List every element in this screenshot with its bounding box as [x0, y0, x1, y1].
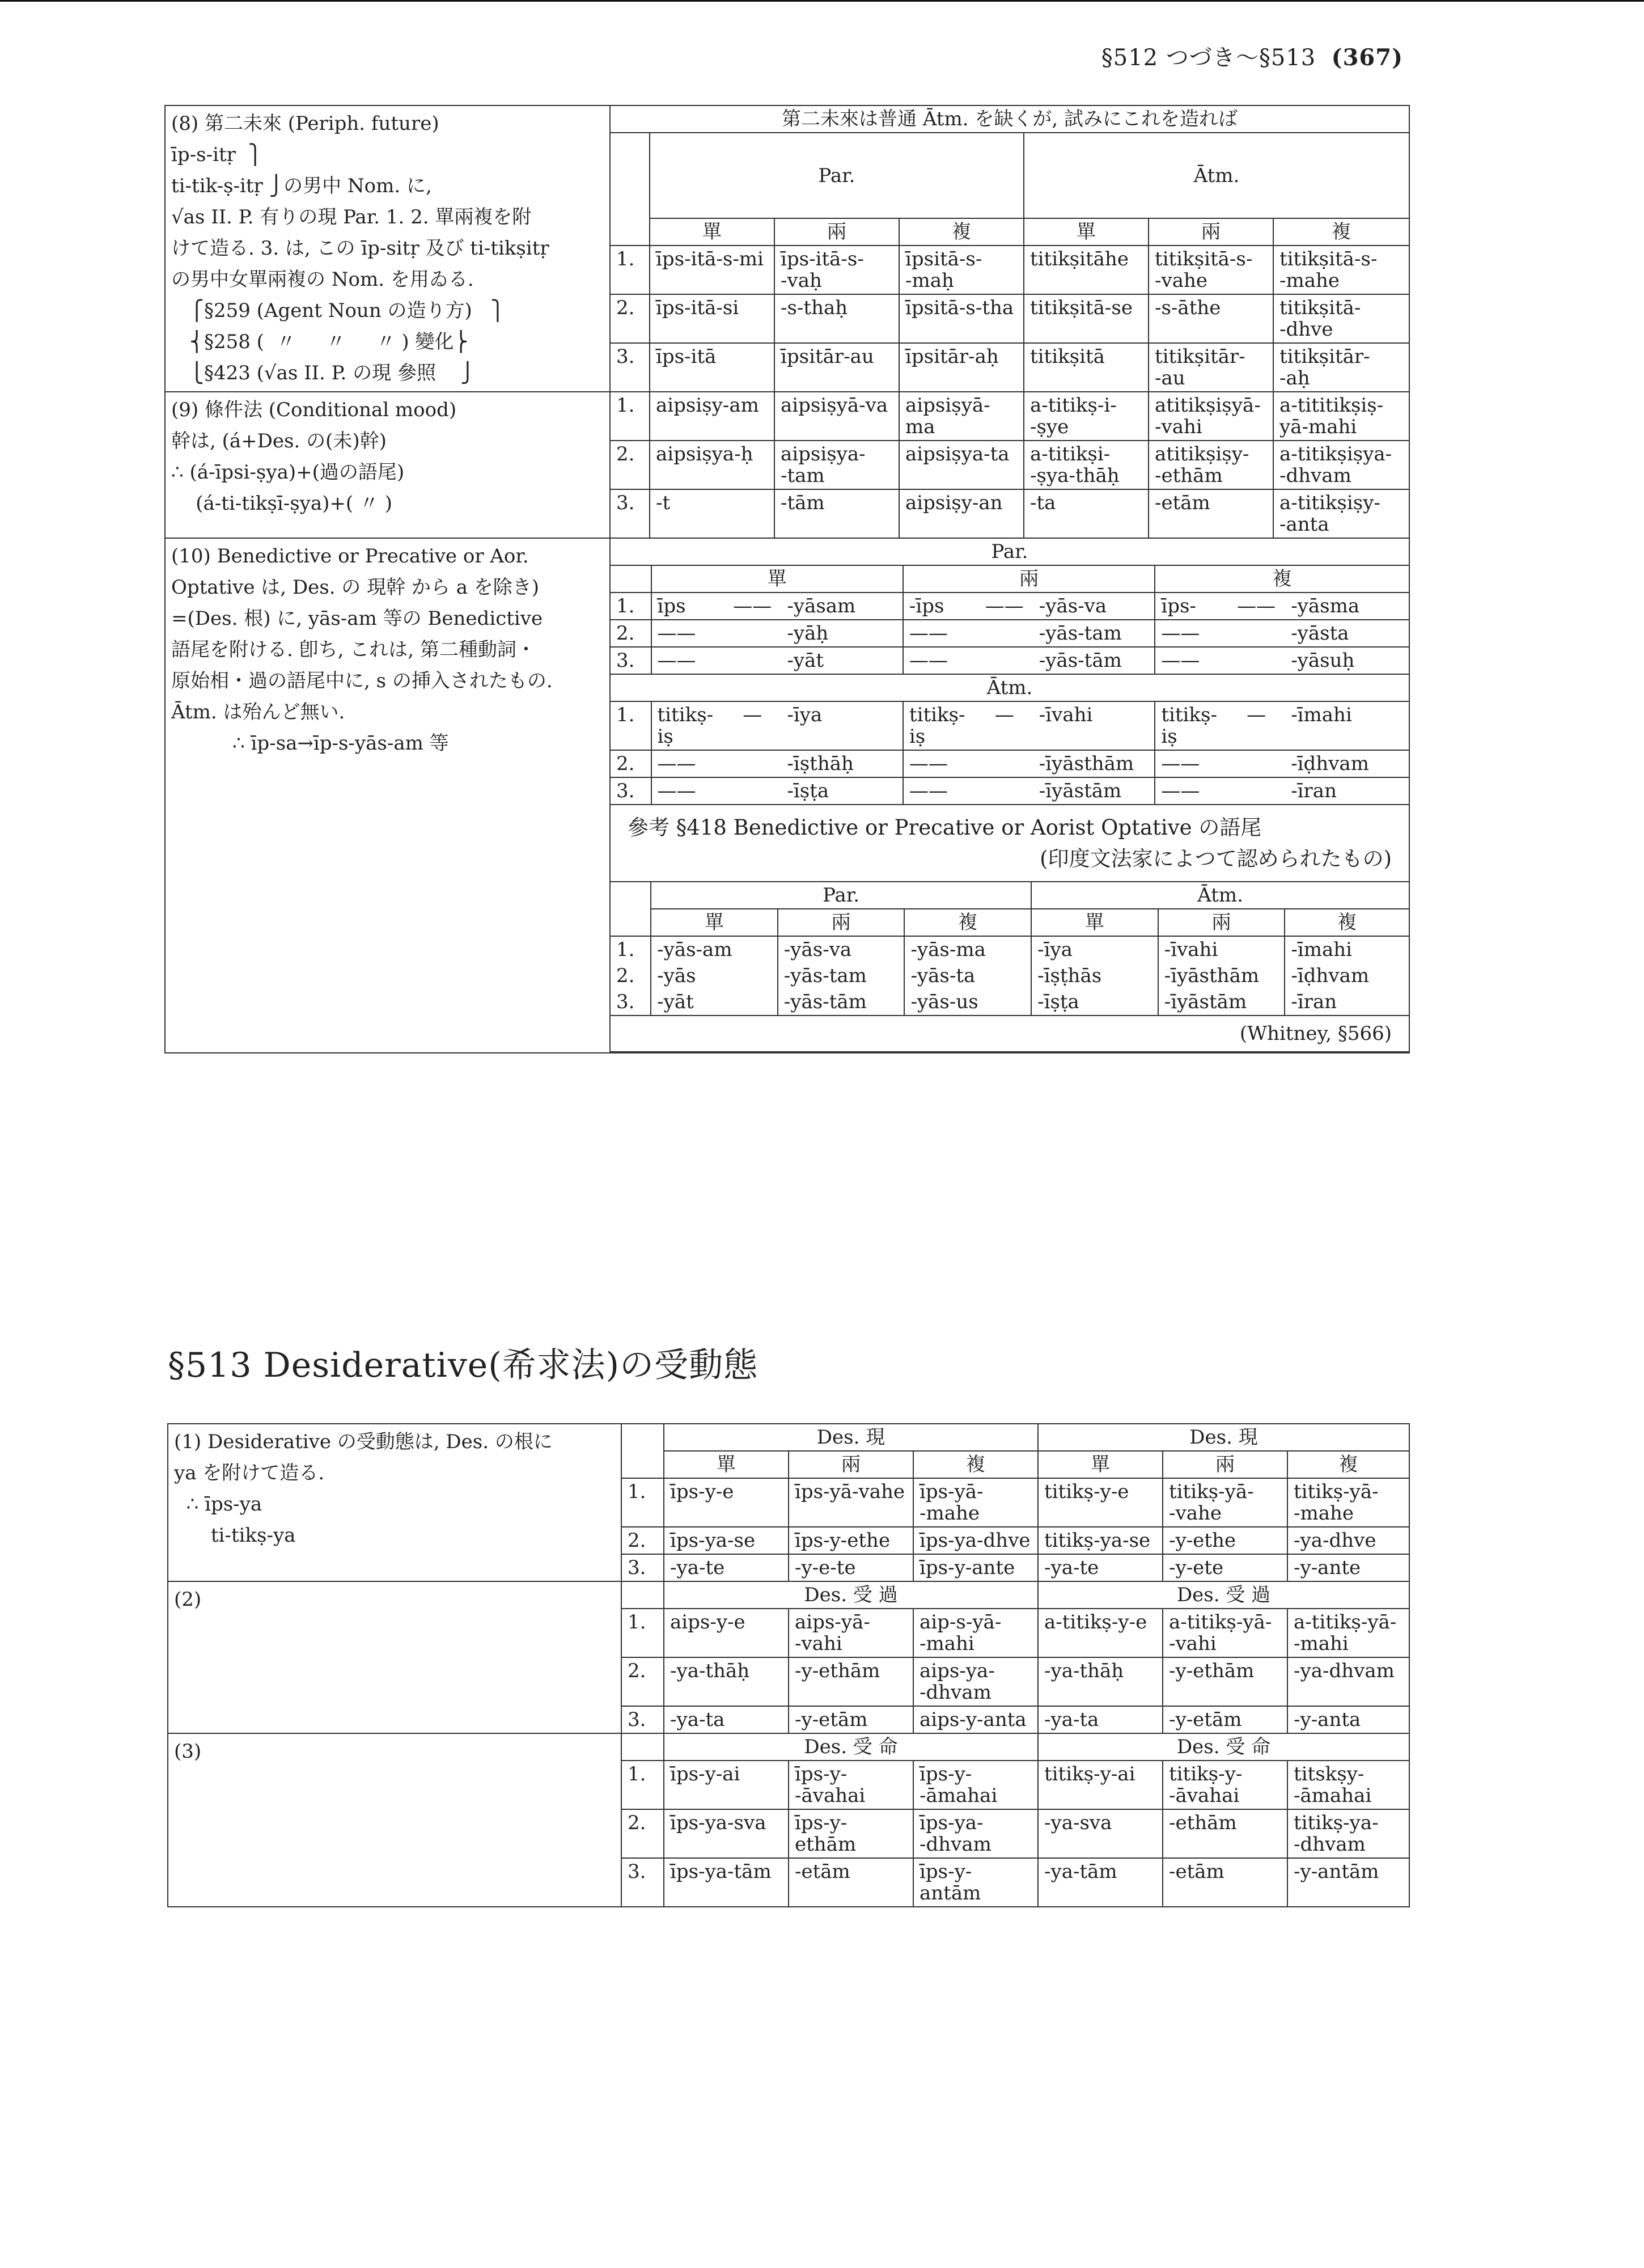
form-cell: īps-y-ethām: [789, 1809, 913, 1858]
form-cell: -ya-ta: [664, 1706, 789, 1733]
block-header: Des. 受 命: [664, 1733, 1038, 1761]
number-header: 兩: [1149, 218, 1273, 246]
table-row: [611, 805, 1409, 882]
table-row: [611, 882, 1409, 909]
form-cell: īps-ya-se: [664, 1527, 789, 1554]
form-cell: īps: [651, 593, 724, 620]
form-cell: -īvahi: [1033, 701, 1155, 750]
person-number: 2.: [611, 620, 651, 647]
form-cell: īps-yā- -mahe: [913, 1478, 1038, 1527]
number-header: 複: [899, 218, 1024, 246]
form-cell: -y-etām: [789, 1706, 913, 1733]
form-cell: -īyāstām: [1158, 989, 1285, 1015]
form-cell: titikṣitāhe: [1024, 246, 1149, 294]
person-number: 1.: [611, 936, 651, 963]
form-cell: aips-y-e: [664, 1609, 789, 1657]
dash-cell: [1227, 750, 1285, 777]
number-header: 複: [904, 909, 1031, 936]
form-cell: a-tititikṣiṣ- yā-mahi: [1273, 392, 1409, 441]
table-row: [611, 989, 1409, 1015]
form-cell: -yāsta: [1285, 620, 1409, 647]
dash-cell: —: [723, 701, 781, 750]
blank-cell: [621, 1733, 664, 1761]
form-cell: a-titikṣ-yā- -vahi: [1163, 1609, 1287, 1657]
form-cell: -yās-am: [651, 936, 778, 963]
block-header: Des. 受 過: [1038, 1581, 1409, 1609]
person-number: 3.: [610, 489, 650, 538]
dash-cell: [976, 750, 1033, 777]
form-cell: -y-ethām: [1163, 1657, 1287, 1706]
blank-cell: [611, 882, 651, 936]
section-8-banner: 第二未來は普通 Ātm. を缺くが, 試みにこれを造れば: [610, 105, 1409, 133]
number-header: 單: [1024, 218, 1149, 246]
section-8-description: (8) 第二未來 (Periph. future) īp-s-itṛ ⎫ ti-tik-ṣ-itṛ ⎭の男中 Nom. に, √as II. P. 有りの現 Par. 1. 2. 單兩複を附 けて造る. 3. は, この īp-sitṛ 及び ti-tikṣitṛ の男中女單兩複の Nom. を用ゐる. ⎧§259 (Agent Noun の造り方) ⎫ ⎨§258 ( 〃 〃 〃 ) 變化⎬ ⎩§423 (√as II. P. の現 參照 ⎭: [165, 105, 610, 392]
form-cell: -īyāsthām: [1033, 750, 1155, 777]
table-row: [611, 539, 1409, 565]
table-row: [168, 1581, 1409, 1609]
form-cell: atitikṣiṣy- -ethām: [1149, 441, 1273, 489]
form-cell: titikṣitā-s- -vahe: [1149, 246, 1273, 294]
blank-cell: [621, 1424, 664, 1478]
form-cell: a-titikṣ-y-e: [1038, 1609, 1163, 1657]
blank-cell: [621, 1581, 664, 1609]
table-row: [611, 936, 1409, 963]
number-header: 兩: [1158, 909, 1285, 936]
dash-cell: [1227, 620, 1285, 647]
person-number: 2.: [621, 1657, 664, 1706]
block-header: Des. 受 過: [664, 1581, 1038, 1609]
section-10-tables: [610, 538, 1409, 1053]
form-cell: īpsitār-au: [774, 343, 899, 392]
table-row: [611, 909, 1409, 936]
form-cell: ——: [903, 647, 976, 674]
form-cell: īps-y-ai: [664, 1761, 789, 1809]
form-cell: īps-itā-s- -vaḥ: [774, 246, 899, 294]
form-cell: -y-ete: [1163, 1554, 1287, 1581]
dash-cell: [976, 647, 1033, 674]
form-cell: -y-anta: [1287, 1706, 1409, 1733]
atm-header: Ātm.: [1031, 882, 1409, 909]
form-cell: -yāsma: [1285, 593, 1409, 620]
form-cell: -t: [650, 489, 774, 538]
reference-line-2: (印度文法家によつて認められたもの): [1040, 847, 1392, 871]
table-row: [168, 1424, 1409, 1451]
conjugation-grid-512: [164, 105, 1410, 1053]
form-cell: -ta: [1024, 489, 1149, 538]
number-header: 單: [650, 218, 774, 246]
number-header: 複: [913, 1451, 1038, 1478]
voice-atm-header: Ātm.: [1024, 133, 1409, 218]
form-cell: a-titikṣiṣya- -dhvam: [1273, 441, 1409, 489]
form-cell: -yāsam: [781, 593, 903, 620]
form-cell: ——: [1155, 750, 1227, 777]
person-number: 3.: [611, 647, 651, 674]
person-number: 2.: [621, 1809, 664, 1858]
form-cell: ——: [651, 750, 724, 777]
person-number: 1.: [610, 246, 650, 294]
form-cell: a-titikṣi- -ṣya-thāḥ: [1024, 441, 1149, 489]
table-row: [611, 963, 1409, 989]
form-cell: -y-ante: [1287, 1554, 1409, 1581]
form-cell: titikṣ-y- -āvahai: [1163, 1761, 1287, 1809]
number-header: 兩: [778, 909, 905, 936]
form-cell: -y-etām: [1163, 1706, 1287, 1733]
form-cell: īps-y- -āvahai: [789, 1761, 913, 1809]
number-header: 單: [664, 1451, 789, 1478]
section-513-title: §513 Desiderative(希求法)の受動態: [168, 1345, 759, 1385]
form-cell: īps-ya- -dhvam: [913, 1809, 1038, 1858]
form-cell: -īran: [1285, 989, 1409, 1015]
form-cell: īps-y-ante: [913, 1554, 1038, 1581]
form-cell: ——: [1155, 647, 1227, 674]
form-cell: ——: [651, 647, 724, 674]
form-cell: -yās-tām: [778, 989, 905, 1015]
person-number: 3.: [611, 989, 651, 1015]
form-cell: titikṣ-ya-se: [1038, 1527, 1163, 1554]
form-cell: a-titikṣiṣy- -anta: [1273, 489, 1409, 538]
form-cell: -yās-ma: [904, 936, 1031, 963]
form-cell: -yās-us: [904, 989, 1031, 1015]
person-number: 3.: [611, 777, 651, 805]
form-cell: -yāsuḥ: [1285, 647, 1409, 674]
form-cell: aips-yā- -vahi: [789, 1609, 913, 1657]
person-number: 2.: [610, 294, 650, 343]
form-cell: a-titikṣ-yā- -mahi: [1287, 1609, 1409, 1657]
form-cell: ——: [903, 620, 976, 647]
number-header: 單: [1038, 1451, 1163, 1478]
form-cell: a-titikṣ-i- -ṣye: [1024, 392, 1149, 441]
dash-cell: [976, 777, 1033, 805]
dash-cell: ——: [723, 593, 781, 620]
form-cell: -y-e-te: [789, 1554, 913, 1581]
form-cell: -ya-tām: [1038, 1858, 1163, 1907]
table-row: [611, 565, 1409, 593]
table-row: [611, 674, 1409, 701]
form-cell: titikṣ-yā- -vahe: [1163, 1478, 1287, 1527]
blank-cell: [611, 565, 651, 593]
section-10-description: (10) Benedictive or Precative or Aor. Optative は, Des. の 現幹 から a を除き) =(Des. 根) に, yās-am 等の Benedictive 語尾を附ける. 卽ち, これは, 第二種動詞・ 原始相・過の語尾中に, s の挿入されたもの. Ātm. は殆んど無い. ∴ īp-sa→īp-s-yās-am 等: [165, 538, 610, 1053]
form-cell: -etām: [1149, 489, 1273, 538]
dash-cell: [1227, 647, 1285, 674]
form-cell: -yāt: [651, 989, 778, 1015]
conjugation-grid-513: [167, 1423, 1410, 1907]
form-cell: īps-y- -āmahai: [913, 1761, 1038, 1809]
number-header: 單: [651, 909, 778, 936]
number-header: 兩: [774, 218, 899, 246]
form-cell: aips-y-anta: [913, 1706, 1038, 1733]
form-cell: titikṣ-y-ai: [1038, 1761, 1163, 1809]
form-cell: titikṣ-iṣ: [651, 701, 724, 750]
form-cell: titikṣ-yā- -mahe: [1287, 1478, 1409, 1527]
block-header: Des. 現: [1038, 1424, 1409, 1451]
dash-cell: [723, 620, 781, 647]
form-cell: -īṣṭa: [781, 777, 903, 805]
number-header: 單: [1031, 909, 1158, 936]
table-row: [611, 777, 1409, 805]
form-cell: -ya-ta: [1038, 1706, 1163, 1733]
form-cell: -etām: [789, 1858, 913, 1907]
atm-header: Ātm.: [611, 674, 1409, 701]
form-cell: īps-: [1155, 593, 1227, 620]
form-cell: -y-ethe: [1163, 1527, 1287, 1554]
form-cell: aipsiṣya-ḥ: [650, 441, 774, 489]
dash-cell: [723, 647, 781, 674]
person-number: 1.: [621, 1761, 664, 1809]
form-cell: -yās-tam: [778, 963, 905, 989]
form-cell: īps-y-ethe: [789, 1527, 913, 1554]
par-header: Par.: [611, 539, 1409, 565]
form-cell: -yāḥ: [781, 620, 903, 647]
form-cell: -īmahi: [1285, 701, 1409, 750]
blank-cell: [610, 133, 650, 246]
form-cell: īpsitā-s- -maḥ: [899, 246, 1024, 294]
form-cell: titikṣ-iṣ: [903, 701, 976, 750]
benedictive-grid: [611, 539, 1409, 1052]
person-number: 3.: [621, 1858, 664, 1907]
form-cell: -īyāsthām: [1158, 963, 1285, 989]
form-cell: -īyāstām: [1033, 777, 1155, 805]
number-header: 兩: [1163, 1451, 1287, 1478]
form-cell: īps-itā-s-mi: [650, 246, 774, 294]
form-cell: īps-ya-tām: [664, 1858, 789, 1907]
form-cell: īpsitā-s-tha: [899, 294, 1024, 343]
source-citation: (Whitney, §566): [611, 1015, 1409, 1051]
table-row: [611, 701, 1409, 750]
par-header: Par.: [651, 882, 1031, 909]
form-cell: ——: [903, 777, 976, 805]
form-cell: aipsiṣy-an: [899, 489, 1024, 538]
number-header: 單: [651, 565, 903, 593]
reference-grid-holder: [611, 882, 1409, 1052]
form-cell: -etām: [1163, 1858, 1287, 1907]
form-cell: ——: [1155, 777, 1227, 805]
reference-note: [611, 805, 1409, 882]
dash-cell: [1227, 777, 1285, 805]
form-cell: aipsiṣyā-ma: [899, 392, 1024, 441]
form-cell: titikṣitā-s- -mahe: [1273, 246, 1409, 294]
form-cell: -īḍhvam: [1285, 963, 1409, 989]
form-cell: titikṣ-ya- -dhvam: [1287, 1809, 1409, 1858]
form-cell: -y-ethām: [789, 1657, 913, 1706]
number-header: 複: [1273, 218, 1409, 246]
form-cell: titikṣitār- -au: [1149, 343, 1273, 392]
form-cell: -īmahi: [1285, 936, 1409, 963]
form-cell: aipsiṣya-ta: [899, 441, 1024, 489]
person-number: 3.: [610, 343, 650, 392]
form-cell: titikṣitā- -dhve: [1273, 294, 1409, 343]
form-cell: -īṣṭhās: [1031, 963, 1158, 989]
section-9-description: (9) 條件法 (Conditional mood) 幹は, (á+Des. の(未)幹) ∴ (á-īpsi-ṣya)+(過の語尾) (á-ti-tikṣī-ṣya)+( 〃 ): [165, 392, 610, 538]
table-row: [165, 538, 1409, 1053]
number-header: 複: [1155, 565, 1409, 593]
person-number: 2.: [621, 1527, 664, 1554]
form-cell: titikṣitā-se: [1024, 294, 1149, 343]
form-cell: -ya-te: [664, 1554, 789, 1581]
form-cell: titskṣy- -āmahai: [1287, 1761, 1409, 1809]
form-cell: -yās-tām: [1033, 647, 1155, 674]
form-cell: -yās-ta: [904, 963, 1031, 989]
form-cell: -tām: [774, 489, 899, 538]
table-row: [611, 1015, 1409, 1051]
form-cell: -yās: [651, 963, 778, 989]
dash-cell: [723, 777, 781, 805]
form-cell: -īṣthāḥ: [781, 750, 903, 777]
person-number: 1.: [621, 1478, 664, 1527]
form-cell: -s-āthe: [1149, 294, 1273, 343]
form-cell: īps-ya-sva: [664, 1809, 789, 1858]
form-cell: īps-itā-si: [650, 294, 774, 343]
section-513-1-description: (1) Desiderative の受動態は, Des. の根に ya を附けて造る. ∴ īps-ya ti-tikṣ-ya: [168, 1424, 621, 1581]
form-cell: īps-y-antām: [913, 1858, 1038, 1907]
number-header: 複: [1287, 1451, 1409, 1478]
form-cell: -ya-thāḥ: [1038, 1657, 1163, 1706]
dash-cell: [976, 620, 1033, 647]
person-number: 1.: [611, 701, 651, 750]
table-row: [168, 1733, 1409, 1761]
form-cell: īps-yā-vahe: [789, 1478, 913, 1527]
form-cell: ——: [651, 620, 724, 647]
dash-cell: —: [1227, 701, 1285, 750]
form-cell: -īya: [781, 701, 903, 750]
form-cell: -yāt: [781, 647, 903, 674]
form-cell: aip-s-yā- -mahi: [913, 1609, 1038, 1657]
dash-cell: ——: [1227, 593, 1285, 620]
dash-cell: [723, 750, 781, 777]
person-number: 2.: [610, 441, 650, 489]
number-header: 兩: [789, 1451, 913, 1478]
table-row: [165, 105, 1409, 133]
form-cell: īpsitār-aḥ: [899, 343, 1024, 392]
form-cell: -ya-dhve: [1287, 1527, 1409, 1554]
form-cell: titikṣitār- -aḥ: [1273, 343, 1409, 392]
person-number: 3.: [621, 1554, 664, 1581]
number-header: 複: [1285, 909, 1409, 936]
form-cell: -īḍhvam: [1285, 750, 1409, 777]
form-cell: -īps: [903, 593, 976, 620]
form-cell: -ya-sva: [1038, 1809, 1163, 1858]
reference-line-1: 參考 §418 Benedictive or Precative or Aorist Optative の語尾: [628, 815, 1262, 840]
person-number: 1.: [610, 392, 650, 441]
page-number: (367): [1331, 44, 1403, 71]
person-number: 2.: [611, 963, 651, 989]
form-cell: ——: [651, 777, 724, 805]
table-row: [165, 392, 1409, 441]
form-cell: -īvahi: [1158, 936, 1285, 963]
form-cell: titikṣ-y-e: [1038, 1478, 1163, 1527]
form-cell: -ya-thāḥ: [664, 1657, 789, 1706]
dash-cell: ——: [976, 593, 1033, 620]
running-head: [1101, 40, 1403, 72]
table-row: [611, 647, 1409, 674]
section-range: §512 つづき〜§513: [1101, 45, 1316, 71]
number-header: 兩: [903, 565, 1155, 593]
reference-grid: [611, 882, 1409, 1051]
form-cell: -īṣṭa: [1031, 989, 1158, 1015]
voice-par-header: Par.: [650, 133, 1024, 218]
person-number: 1.: [611, 593, 651, 620]
form-cell: aipsiṣya- -tam: [774, 441, 899, 489]
table-row: [611, 593, 1409, 620]
form-cell: titikṣitā: [1024, 343, 1149, 392]
block-header: Des. 現: [664, 1424, 1038, 1451]
form-cell: -yās-tam: [1033, 620, 1155, 647]
top-rule: [0, 0, 1644, 2]
table-row: [611, 750, 1409, 777]
person-number: 2.: [611, 750, 651, 777]
table-row: [611, 620, 1409, 647]
form-cell: -yās-va: [1033, 593, 1155, 620]
form-cell: īps-y-e: [664, 1478, 789, 1527]
form-cell: īps-ya-dhve: [913, 1527, 1038, 1554]
form-cell: aips-ya- -dhvam: [913, 1657, 1038, 1706]
table-row: [611, 882, 1409, 1052]
form-cell: -ethām: [1163, 1809, 1287, 1858]
section-513-3-description: (3): [168, 1733, 621, 1907]
form-cell: -yās-va: [778, 936, 905, 963]
form-cell: -ya-te: [1038, 1554, 1163, 1581]
form-cell: ——: [903, 750, 976, 777]
form-cell: -y-antām: [1287, 1858, 1409, 1907]
person-number: 3.: [621, 1706, 664, 1733]
dash-cell: —: [976, 701, 1033, 750]
form-cell: atitikṣiṣyā- -vahi: [1149, 392, 1273, 441]
block-header: Des. 受 命: [1038, 1733, 1409, 1761]
form-cell: aipsiṣyā-va: [774, 392, 899, 441]
form-cell: titikṣ-iṣ: [1155, 701, 1227, 750]
section-513-2-description: (2): [168, 1581, 621, 1733]
form-cell: -s-thaḥ: [774, 294, 899, 343]
form-cell: ——: [1155, 620, 1227, 647]
form-cell: -īran: [1285, 777, 1409, 805]
form-cell: -ya-dhvam: [1287, 1657, 1409, 1706]
form-cell: -īya: [1031, 936, 1158, 963]
person-number: 1.: [621, 1609, 664, 1657]
form-cell: īps-itā: [650, 343, 774, 392]
form-cell: aipsiṣy-am: [650, 392, 774, 441]
